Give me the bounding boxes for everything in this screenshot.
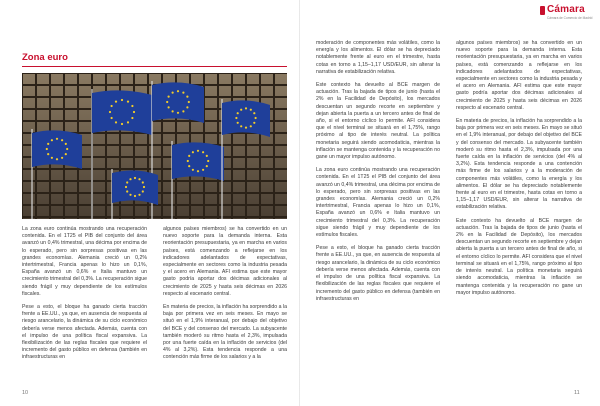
logo-mark-icon xyxy=(540,6,545,15)
paragraph: moderación de componentes más volátiles, como la energía y los alimentos. El dólar se ha depreciado notablemente frente al euro en el trimestre, hasta cotas en torno a 1,15–1,17 USD/EUR, sin alterar la narrativa de estabilización relativa. xyxy=(316,40,440,75)
page-number: 11 xyxy=(574,390,580,396)
text-column-3 xyxy=(316,40,440,309)
paragraph: Pese a esto, el bloque ha ganado cierta tracción frente a EE.UU., ya que, en ausencia de respuesta al riesgo arancelario, la dinámica de su ciclo económico debería verse menos afectada. Además, cuenta con el impulso de una política fiscal expansiva. La flexibilización de las reglas fiscales que requiere el incremento del gasto público en defensa (también en infraestructuras en xyxy=(22,304,147,361)
title-divider xyxy=(22,66,287,67)
section-title: Zona euro xyxy=(22,52,68,63)
paragraph: En materia de precios, la inflación ha sorprendido a la baja por primera vez en seis meses. En mayo se situó en el 1,9% interanual, por debajo del objetivo del BCE y del consenso del mercado. La subyacente también moderó su ritmo hasta el 2,3%, impulsada por una fuerte caída en la inflación de servicios (del 4% al 3,2%). Esta tendencia responde a una contención más firme de los salarios y a la moderación de componentes más volátiles, como la energía y los alimentos. El dólar se ha depreciado notablemente frente al euro en el trimestre, hasta cotas en torno a 1,15–1,17 USD/EUR, sin alterar la narrativa de estabilización relativa. xyxy=(456,118,582,211)
logo-text: Cámara xyxy=(547,4,585,15)
eu-flags-illustration xyxy=(22,73,287,219)
camara-logo xyxy=(540,4,592,24)
paragraph: La zona euro continúa mostrando una recuperación contenida. En el 1T25 el PIB del conjunto del área avanzó un 0,4% trimestral, una décima por encima de lo esperado, pero sin sorpresas positivas en las grandes economías. Alemania creció un 0,2% intertrimestral, Francia apenas lo hizo un 0,1%, España avanzó un 0,6% e Italia mantuvo un crecimiento trimestral del 0,3%. La recuperación sigue siendo frágil y muy dependiente de los estímulos fiscales. xyxy=(316,167,440,239)
text-column-4 xyxy=(456,40,582,303)
logo-subtext: Cámara de Comercio de Madrid xyxy=(547,16,593,20)
paragraph: algunos países miembros) se ha convertido en un nuevo soporte para la demanda interna. Esta reorientación presupuestaria, ya en marcha en varios países, está comenzando a reflejarse en los indicadores adelantados de expectativas, especialmente en sectores como la industria pesada y el acero en Alemania. AFI estima que este mayor gasto podría aportar dos décimas adicionales al crecimiento de 2025 y hasta seis décimas en 2026 respecto al escenario central. xyxy=(456,40,582,111)
paragraph: En materia de precios, la inflación ha sorprendido a la baja por primera vez en seis meses. En mayo se situó en el 1,9% interanual, por debajo del objetivo del BCE y del consenso del mercado. La subyacente también moderó su ritmo hasta el 2,3%, impulsada por una fuerte caída en la inflación de servicios (del 4% al 3,2%). Esta tendencia responde a una contención más firme de los salarios y a la xyxy=(163,304,287,361)
text-column-2 xyxy=(163,226,287,368)
eu-flags-photo xyxy=(22,73,287,219)
paragraph: Este contexto ha devuelto al BCE margen de actuación. Tras la bajada de tipos de junio (hasta el 2% en la Facilidad de Depósito), los mercados descuentan un segundo recorte en septiembre y dejan abierta la puerta a un tercero antes de final de año, si el entorno cíclico lo permite. AFI considera que el nivel terminal se situará en el 1,75%, rango próximo al tipo de interés neutral. La política monetaria seguirá siendo acomodaticia, mientras la inflación se mantenga contenida y la recuperación no gane un mayor impulso autónomo. xyxy=(456,217,582,296)
paragraph: Pese a esto, el bloque ha ganado cierta tracción frente a EE.UU., ya que, en ausencia de respuesta al riesgo arancelario, la dinámica de su ciclo económico debería verse menos afectada. Además, cuenta con el impulso de una política fiscal expansiva. La flexibilización de las reglas fiscales que requiere el incremento del gasto público en defensa (también en infraestructuras en xyxy=(316,245,440,302)
page-number: 10 xyxy=(22,390,29,396)
paragraph: algunos países miembros) se ha convertido en un nuevo soporte para la demanda interna. Esta reorientación presupuestaria, ya en marcha en varios países, está comenzando a reflejarse en los indicadores adelantados de expectativas, especialmente en sectores como la industria pesada y el acero en Alemania. AFI estima que este mayor gasto podría aportar dos décimas adicionales al crecimiento de 2025 y hasta seis décimas en 2026 respecto al escenario central. xyxy=(163,226,287,297)
text-column-1 xyxy=(22,226,147,368)
paragraph: La zona euro continúa mostrando una recuperación contenida. En el 1T25 el PIB del conjunto del área avanzó un 0,4% trimestral, una décima por encima de lo esperado, pero sin sorpresas positivas en las grandes economías. Alemania creció un 0,2% intertrimestral, Francia apenas lo hizo un 0,1%, España avanzó un 0,6% e Italia mantuvo un crecimiento trimestral del 0,3%. La recuperación sigue siendo frágil y muy dependiente de los estímulos fiscales. xyxy=(22,226,147,297)
paragraph: Este contexto ha devuelto al BCE margen de actuación. Tras la bajada de tipos de junio (hasta el 2% en la Facilidad de Depósito), los mercados descuentan un segundo recorte en septiembre y dejan abierta la puerta a un tercero antes de final de año, si el entorno cíclico lo permite. AFI considera que el nivel terminal se situará en el 1,75%, rango próximo al tipo de interés neutral. La política monetaria seguirá siendo acomodaticia, mientras la inflación se mantenga contenida y la recuperación no gane un mayor impulso autónomo. xyxy=(316,82,440,161)
